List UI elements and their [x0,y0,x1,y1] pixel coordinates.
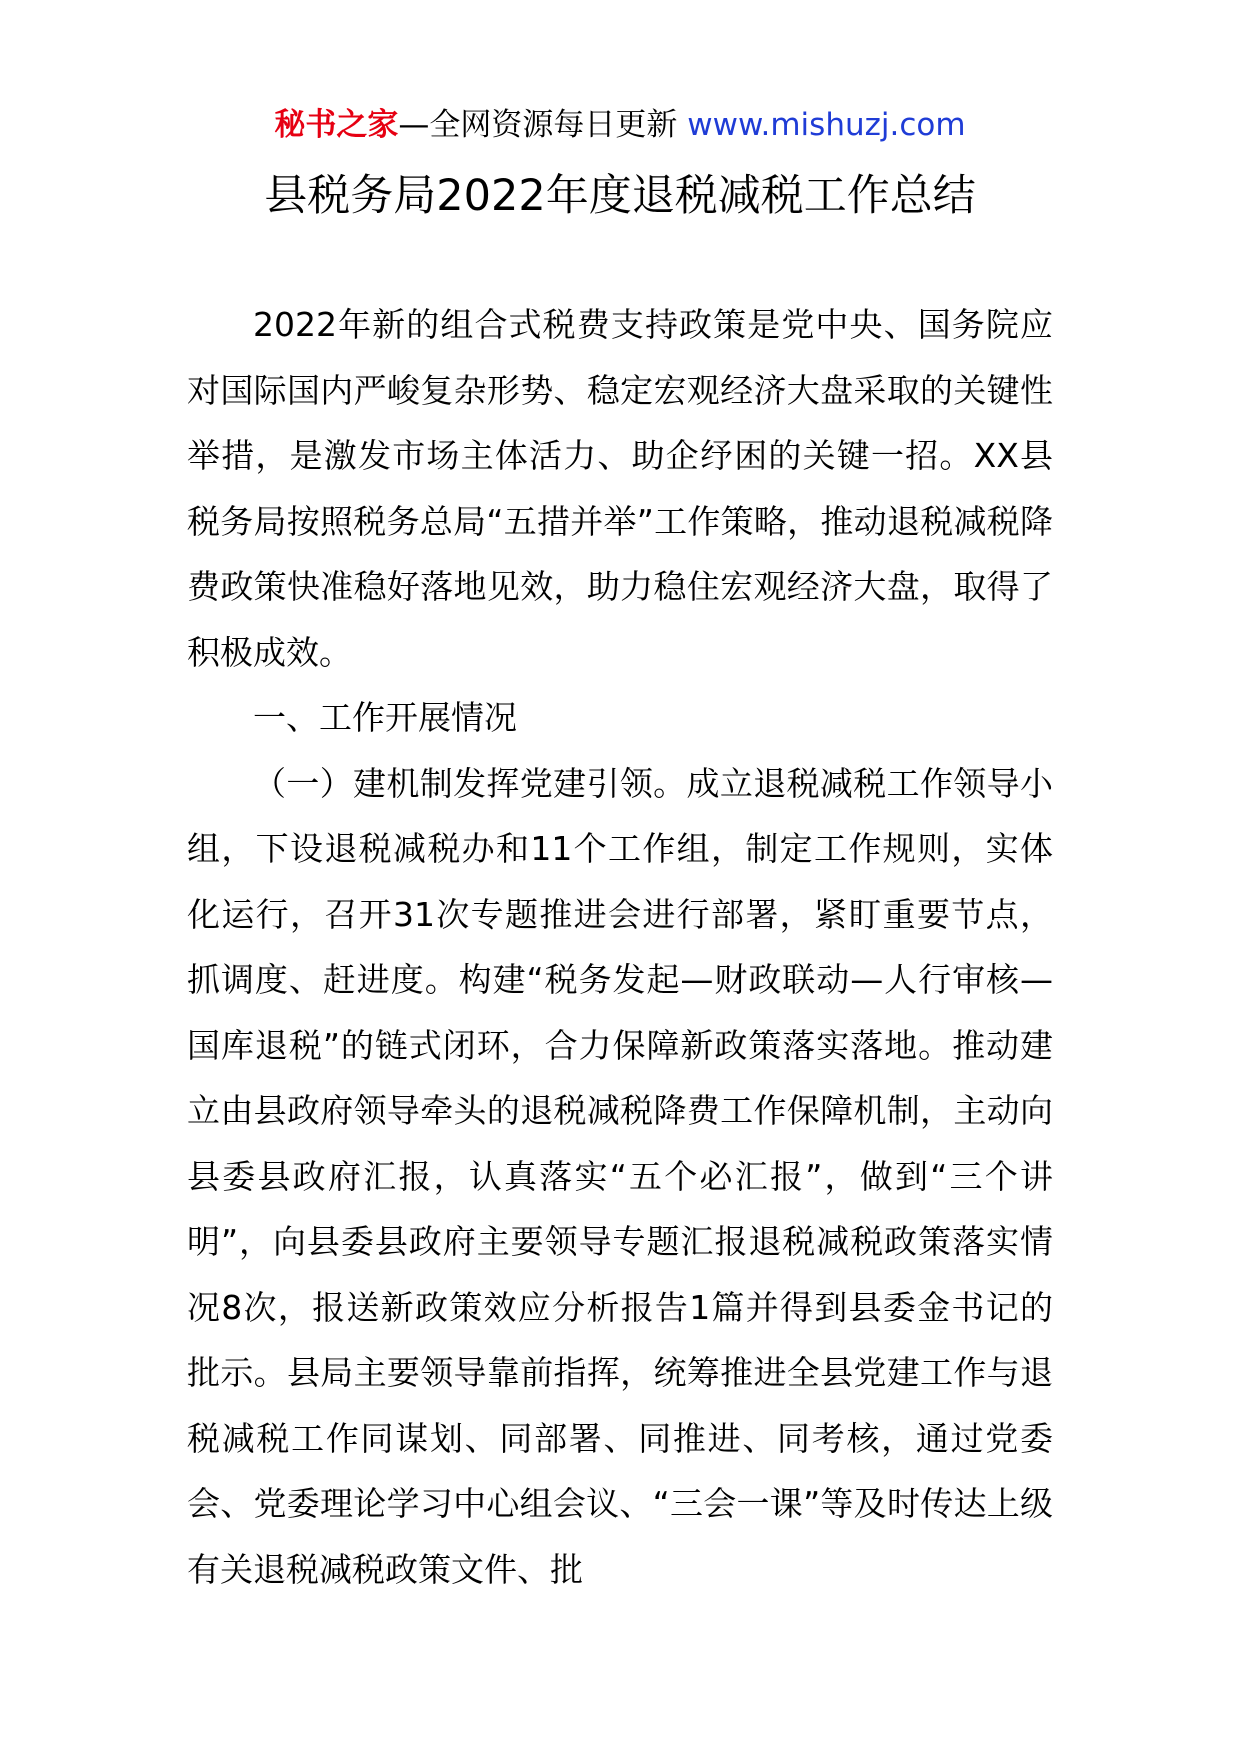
document-title: 县税务局2022年度退税减税工作总结 [264,171,976,221]
site-url-link[interactable]: www.mishuzj.com [687,107,966,143]
section-heading: 一、工作开展情况 [253,698,517,737]
site-header [0,98,1240,152]
intro-paragraph: 2022年新的组合式税费支持政策是党中央、国务院应对国际国内严峻复杂形势、稳定宏观经济大盘采取的关键性举措，是激发市场主体活力、助企纾困的关键一招。XX县税务局按照税务总局“五措并举”工作策略，推动退税减税降费政策快准稳好落地见效，助力稳住宏观经济大盘，取得了积极成效。 [187,305,1053,672]
subsection-paragraph: （一）建机制发挥党建引领。成立退税减税工作领导小组，下设退税减税办和11个工作组，制定工作规则，实体化运行，召开31次专题推进会进行部署，紧盯重要节点，抓调度、赶进度。构建“税务发起—财政联动—人行审核—国库退税”的链式闭环，合力保障新政策落实落地。推动建立由县政府领导牵头的退税减税降费工作保障机制，主动向县委县政府汇报，认真落实“五个必汇报”，做到“三个讲明”，向县委县政府主要领导专题汇报退税减税政策落实情况8次，报送新政策效应分析报告1篇并得到县委金书记的批示。县局主要领导靠前指挥，统筹推进全县党建工作与退税减税工作同谋划、同部署、同推进、同考核，通过党委会、党委理论学习中心组会议、“三会一课”等及时传达上级有关退税减税政策文件、批 [187,763,1053,1589]
site-slogan: —全网资源每日更新 [398,107,688,143]
site-name: 秘书之家 [274,107,399,143]
document-body [187,292,1053,1602]
